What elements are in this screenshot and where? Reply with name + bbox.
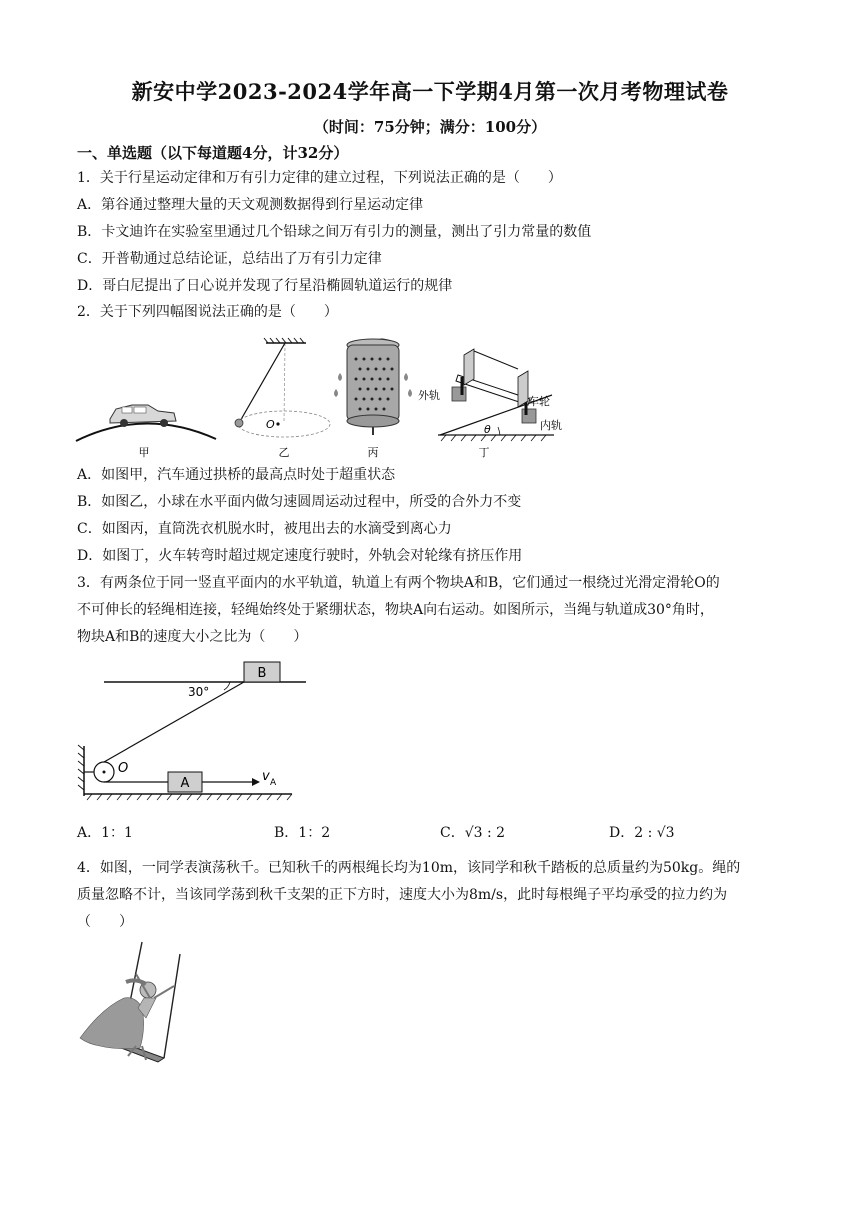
q3-option-b: B．1：2 (274, 825, 331, 841)
q4-figure-swing (76, 938, 186, 1088)
q2-stem: 2．关于下列四幅图说法正确的是（ ） (77, 304, 338, 320)
q2-figures (70, 335, 590, 463)
section-heading: 一、单选题（以下每道题4分，计32分） (77, 144, 349, 162)
q4-stem-line-2: 质量忽略不计，当该同学荡到秋千支架的正下方时，速度大小为8m/s，此时每根绳子平均承受的拉力约为 (77, 887, 728, 903)
q1-option-b: B．卡文迪许在实验室里通过几个铅球之间万有引力的测量，测出了引力常量的数值 (77, 224, 592, 240)
fig-label-outer-rail: 外轨 (418, 389, 440, 402)
exam-title: 新安中学2023-2024学年高一下学期4月第一次月考物理试卷 (131, 79, 729, 104)
figure-bing-washer-drum (334, 339, 412, 459)
figure-yi-conical-pendulum (235, 338, 330, 459)
fig-label-bing: 丙 (367, 446, 379, 459)
figure-jia-car-bridge (76, 405, 216, 459)
q3-stem-line-3: 物块A和B的速度大小之比为（ ） (77, 629, 308, 645)
block-a-label: A (180, 776, 190, 791)
q3-option-d: D．2 : √3 (609, 825, 675, 841)
q2-option-b: B．如图乙，小球在水平面内做匀速圆周运动过程中，所受的合外力不变 (77, 494, 522, 510)
exam-subtitle: （时间：75分钟；满分：100分） (313, 118, 547, 136)
q2-option-d: D．如图丁，火车转弯时超过规定速度行驶时，外轨会对轮缘有挤压作用 (77, 548, 523, 564)
block-b-label: B (257, 666, 267, 681)
angle-label: 30° (188, 685, 210, 699)
q3-option-c: C．√3 : 2 (440, 825, 506, 841)
q1-option-d: D．哥白尼提出了日心说并发现了行星沿椭圆轨道运行的规律 (77, 278, 453, 294)
q1-option-c: C．开普勒通过总结论证，总结出了万有引力定律 (77, 251, 382, 267)
velocity-subscript: A (270, 778, 277, 788)
fig-label-wheel: 车轮 (528, 395, 550, 408)
figure-ding-banked-track (418, 349, 562, 459)
q2-option-c: C．如图丙，直筒洗衣机脱水时，被甩出去的水滴受到离心力 (77, 521, 452, 537)
q3-option-a: A．1：1 (77, 825, 133, 841)
q4-stem-line-1: 4．如图，一同学表演荡秋千。已知秋千的两根绳长均为10m，该同学和秋千踏板的总质量约为50kg。绳的 (77, 860, 741, 876)
q3-stem-line-2: 不可伸长的轻绳相连接，轻绳始终处于紧绷状态，物块A向右运动。如图所示，当绳与轨道成30°角时， (77, 602, 714, 618)
fig-label-o: O (266, 418, 275, 431)
q3-stem-line-1: 3．有两条位于同一竖直平面内的水平轨道，轨道上有两个物块A和B，它们通过一根绕过光滑定滑轮O的 (77, 575, 720, 591)
q3-figure-pulley (70, 656, 310, 806)
fig-label-jia: 甲 (138, 446, 150, 459)
q1-stem: 1．关于行星运动定律和万有引力定律的建立过程，下列说法正确的是（ ） (77, 170, 562, 186)
fig-label-yi: 乙 (278, 446, 290, 459)
fig-label-inner-rail: 内轨 (540, 419, 562, 432)
q4-stem-line-3: （ ） (77, 914, 133, 930)
q2-option-a: A．如图甲，汽车通过拱桥的最高点时处于超重状态 (77, 467, 396, 483)
fig-label-ding: 丁 (478, 446, 490, 459)
velocity-label: v (262, 769, 270, 784)
pulley-label: O (118, 761, 129, 776)
q1-option-a: A．第谷通过整理大量的天文观测数据得到行星运动定律 (77, 197, 424, 213)
fig-label-theta: θ (484, 423, 491, 436)
